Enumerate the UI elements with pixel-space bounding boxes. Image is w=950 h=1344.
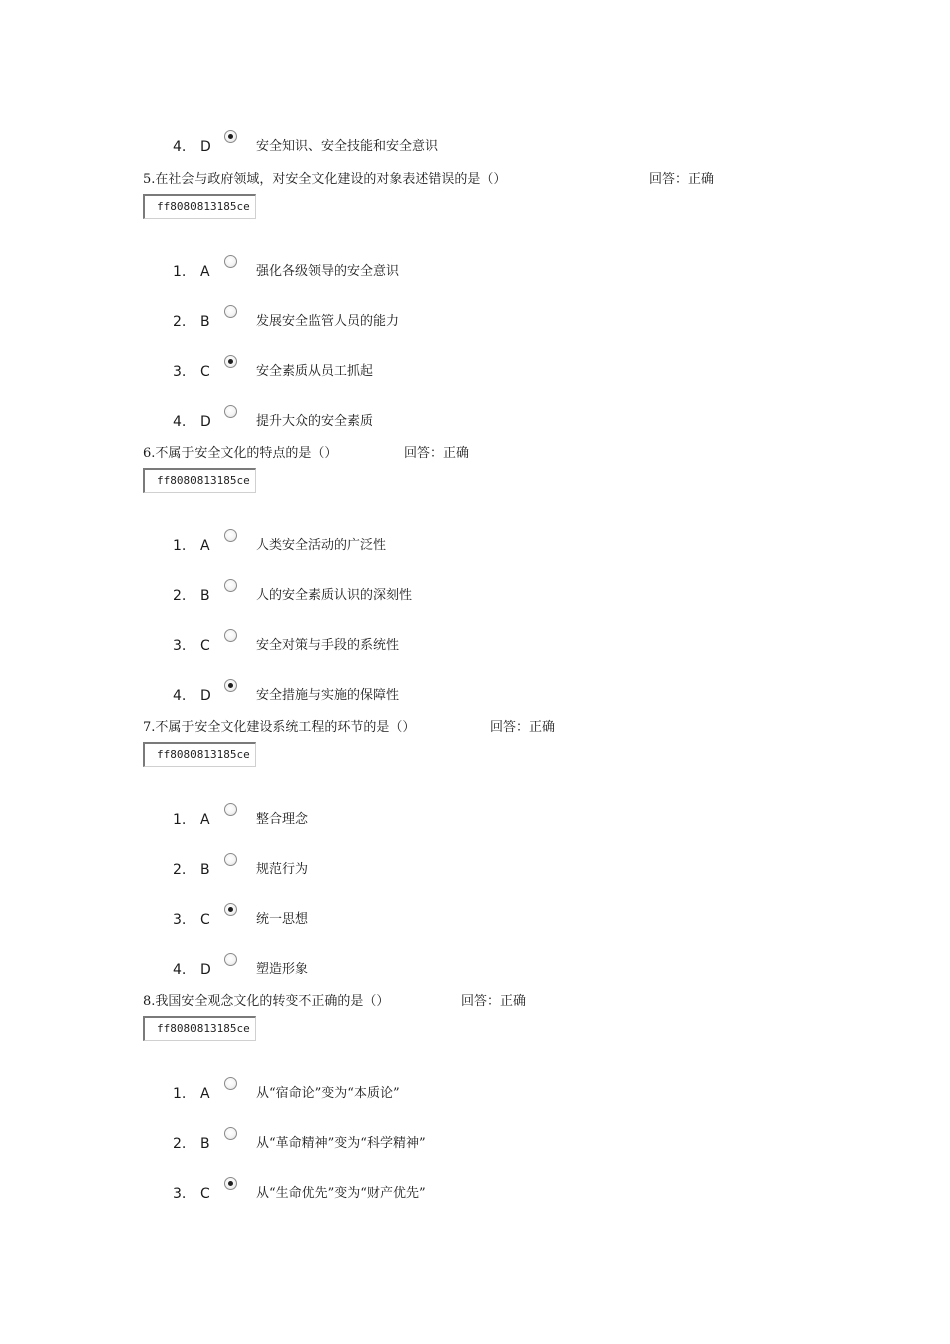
option-text: 从“宿命论”变为“本质论” (256, 1086, 400, 1101)
option-text: 安全知识、安全技能和安全意识 (256, 139, 439, 154)
answer-status: 回答：正确 (404, 446, 470, 461)
option-item (0, 635, 950, 657)
option-letter: D (200, 139, 211, 155)
option-item (0, 585, 950, 607)
option-letter: D (200, 688, 211, 704)
option-number: 2. (173, 862, 187, 878)
option-item (0, 1133, 950, 1155)
radio-button[interactable] (224, 1127, 237, 1140)
answer-status: 回答：正确 (490, 720, 556, 735)
radio-button[interactable] (224, 803, 237, 816)
answer-status: 回答：正确 (649, 172, 715, 187)
option-text: 强化各级领导的安全意识 (256, 264, 400, 279)
option-letter: C (200, 1186, 210, 1202)
option-item (0, 136, 950, 158)
radio-button[interactable] (224, 579, 237, 592)
radio-button[interactable] (224, 679, 237, 692)
radio-button[interactable] (224, 405, 237, 418)
option-item (0, 535, 950, 557)
code-field[interactable]: ff8080813185ce (143, 1016, 256, 1041)
radio-button[interactable] (224, 853, 237, 866)
question-text: 5.在社会与政府领域，对安全文化建设的对象表述错误的是（） (143, 172, 507, 187)
question-line (143, 171, 943, 189)
option-text: 整合理念 (256, 812, 309, 827)
radio-button[interactable] (224, 1177, 237, 1190)
option-number: 3. (173, 912, 187, 928)
option-letter: C (200, 912, 210, 928)
option-letter: C (200, 364, 210, 380)
option-text: 安全对策与手段的系统性 (256, 638, 400, 653)
option-letter: A (200, 538, 210, 554)
radio-button[interactable] (224, 355, 237, 368)
question-line (143, 993, 943, 1011)
option-number: 2. (173, 588, 187, 604)
option-letter: A (200, 812, 210, 828)
option-item (0, 311, 950, 333)
option-letter: A (200, 264, 210, 280)
radio-button[interactable] (224, 1077, 237, 1090)
code-field[interactable]: ff8080813185ce (143, 468, 256, 493)
option-text: 人的安全素质认识的深刻性 (256, 588, 413, 603)
radio-button[interactable] (224, 629, 237, 642)
option-number: 1. (173, 812, 187, 828)
question-text: 8.我国安全观念文化的转变不正确的是（） (143, 994, 390, 1009)
option-item (0, 1083, 950, 1105)
option-number: 2. (173, 1136, 187, 1152)
option-text: 人类安全活动的广泛性 (256, 538, 387, 553)
option-number: 4. (173, 688, 187, 704)
option-letter: A (200, 1086, 210, 1102)
radio-button[interactable] (224, 130, 237, 143)
option-number: 1. (173, 1086, 187, 1102)
option-number: 3. (173, 364, 187, 380)
option-text: 安全措施与实施的保障性 (256, 688, 400, 703)
radio-button[interactable] (224, 305, 237, 318)
radio-button[interactable] (224, 953, 237, 966)
option-letter: B (200, 1136, 210, 1152)
question-text: 7.不属于安全文化建设系统工程的环节的是（） (143, 720, 416, 735)
option-text: 塑造形象 (256, 962, 309, 977)
option-item (0, 361, 950, 383)
option-letter: B (200, 862, 210, 878)
option-letter: D (200, 962, 211, 978)
option-number: 4. (173, 139, 187, 155)
option-item (0, 685, 950, 707)
option-text: 从“生命优先”变为“财产优先” (256, 1186, 426, 1201)
question-line (143, 445, 943, 463)
option-item (0, 909, 950, 931)
option-letter: C (200, 638, 210, 654)
option-text: 提升大众的安全素质 (256, 414, 374, 429)
code-field[interactable]: ff8080813185ce (143, 742, 256, 767)
option-text: 安全素质从员工抓起 (256, 364, 374, 379)
option-number: 3. (173, 1186, 187, 1202)
option-item (0, 959, 950, 981)
radio-button[interactable] (224, 529, 237, 542)
option-letter: D (200, 414, 211, 430)
option-item (0, 859, 950, 881)
option-number: 2. (173, 314, 187, 330)
option-number: 1. (173, 264, 187, 280)
answer-status: 回答：正确 (461, 994, 527, 1009)
option-letter: B (200, 314, 210, 330)
question-text: 6.不属于安全文化的特点的是（） (143, 446, 338, 461)
option-text: 规范行为 (256, 862, 309, 877)
option-item (0, 809, 950, 831)
option-letter: B (200, 588, 210, 604)
option-number: 3. (173, 638, 187, 654)
code-field[interactable]: ff8080813185ce (143, 194, 256, 219)
option-item (0, 411, 950, 433)
option-item (0, 261, 950, 283)
option-number: 1. (173, 538, 187, 554)
option-text: 统一思想 (256, 912, 309, 927)
radio-button[interactable] (224, 903, 237, 916)
option-text: 从“革命精神”变为“科学精神” (256, 1136, 426, 1151)
option-number: 4. (173, 962, 187, 978)
question-line (143, 719, 943, 737)
option-number: 4. (173, 414, 187, 430)
option-item (0, 1183, 950, 1205)
option-text: 发展安全监管人员的能力 (256, 314, 400, 329)
radio-button[interactable] (224, 255, 237, 268)
